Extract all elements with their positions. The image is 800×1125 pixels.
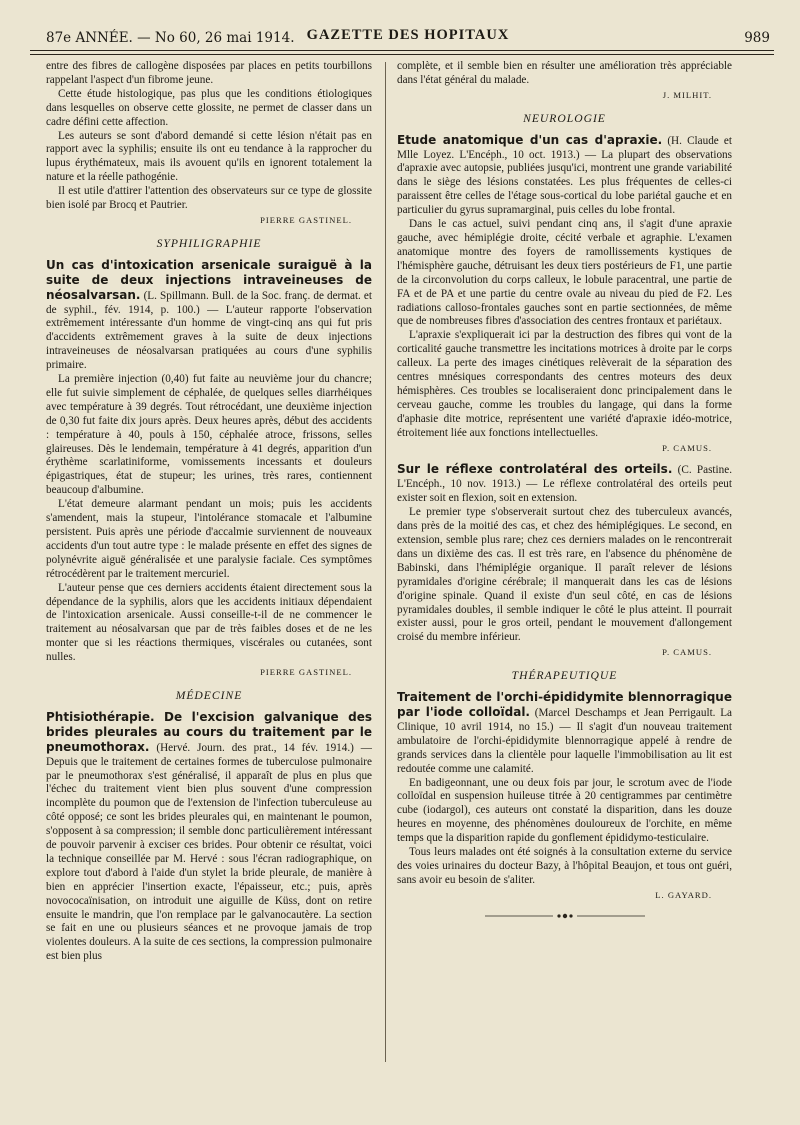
page-header (46, 20, 770, 46)
article (397, 134, 732, 218)
paragraph: Dans le cas actuel, suivi pendant cinq ans, il s'agit d'une apraxie gauche, avec hémiplégie droite, cécité verbale et agraphie. L'examen anatomique montre des foyers de ramollissements kystiques de l'hémisphère gauche, détruisant les deux tiers postérieurs de F1, une partie de la circonvolution du corps calleux, le lobule paracentral, une partie de FA et de PA et une partie du centre ovale au niveau du pied de F2. Les radiations calloso-frontales gauches sont en partie sectionnées, de même que de nombreuses fibres d'association des centres frontaux et pariétaux. (397, 218, 732, 328)
paragraph: En badigeonnant, une ou deux fois par jour, le scrotum avec de l'iode colloïdal en suspension huileuse titrée à 20 centigrammes par centimètre cube (iodargol), ces auteurs ont constaté la disparition, dans les douze heures en moyenne, des phénomènes douloureux de l'orchite, en même temps que la disparition rapide du gonflement épididymo-testiculaire. (397, 776, 732, 845)
paragraph: L'apraxie s'expliquerait ici par la destruction des fibres qui vont de la corticalité gauche transmettre les incitations motrices à droite par le corps calleux. La perte des images cinétiques relèverait de la séparation des centres mnésiques correspondants des centres moteurs des deux hémisphères. Ces troubles se localiseraient donc principalement dans le cerveau gauche, comme les troubles du langage, qui dans la forme d'aphasie dite motrice, représentent une variété d'apraxie idéo-motrice, étroitement liée aux fonctions intellectuelles. (397, 329, 732, 439)
article-reference: (Marcel Deschamps et Jean Perrigault. La Clinique, 10 avril 1914, no 15.) — Il s'agit d'un nouveau traitement ambulatoire de l'orchi-épididymite blennorragique appelé à rendre de grands services dans la clientèle pour laquelle l'immobilisation au lit est redoutée comme une calamité. (397, 706, 732, 775)
header-issue: 87e ANNÉE. — No 60, 26 mai 1914. (46, 30, 295, 46)
ornament-rule-icon (485, 912, 645, 920)
right-column (397, 60, 732, 925)
paragraph: L'état demeure alarmant pendant un mois; puis les accidents s'amendent, mais la stupeur, l'intolérance stomacale et l'albumine persistent. Puis après une période d'accalmie surviennent de nouveaux accidents d'un tout autre type : le malade présente en effet des signes de polynévrite aiguë généralisée et une paralysie faciale. Ces symptômes rétrocédèrent par le traitement mercuriel. (46, 498, 372, 580)
column-divider (385, 62, 386, 1062)
section-heading: SYPHILIGRAPHIE (156, 236, 262, 250)
paragraph: complète, et il semble bien en résulter une amélioration très appréciable dans l'état général du malade. (397, 60, 732, 86)
author-signature: PIERRE GASTINEL. (260, 214, 352, 225)
paragraph: Il est utile d'attirer l'attention des observateurs sur ce type de glossite bien isolé par Brocq et Pautrier. (46, 185, 372, 212)
paragraph: entre des fibres de callogène disposées par places en petits tourbillons rappelant l'aspect d'un fibrome jeune. (46, 60, 372, 86)
header-rule-thin (30, 54, 774, 55)
article (46, 711, 372, 964)
article (397, 691, 732, 776)
article-reference: (L. Spillmann. Bull. de la Soc. franç. de dermat. et de syphil., fév. 1914, p. 100.) — L'auteur rapporte l'observation extrêmement intéressante d'un homme de vingt-cinq ans qui fut pris d'accidents extrêmement graves à la suite de deux injections intraveineuses de néosalvarsan pratiquées au cours d'une syphilis primaire. (46, 289, 372, 372)
article (46, 259, 372, 373)
end-ornament (397, 911, 732, 925)
author-signature: P. CAMUS. (662, 442, 712, 453)
author-signature: L. GAYARD. (655, 889, 712, 900)
header-rule (30, 50, 774, 51)
article-reference: (Hervé. Journ. des prat., 14 fév. 1914.) — Depuis que le traitement de certaines formes de tuberculose pulmonaire par le pneumothorax s'est généralisé, il apparaît de plus en plus que l'échec du traitement vient bien plus souvent d'une compression incomplète du poumon que de l'extension de l'infection tuberculeuse au côté opposé; ce sont les brides pleurales qui, en maintenant le poumon, s'opposent à sa compression; il semble donc particulièrement intéressant de pouvoir parvenir à exciser ces brides. Pour obtenir ce résultat, voici la technique conseillée par M. Hervé : sous l'écran radiographique, on explore tout d'abord à l'aide d'un stylet la bride pleurale, de manière à bien en apprécier l'insertion exacte, l'épaisseur, etc.; puis, après novococaïnisation, on introduit une aiguille de Küss, dont on retire ensuite le mandrin, que l'on remplace par le galvanocautère. La section se fait en une ou plusieurs séances et ne provoque jamais de trop violentes douleurs. A la suite de ces sections, la compression pulmonaire est bien plus (46, 741, 372, 963)
author-signature: J. MILHIT. (662, 89, 712, 100)
section-heading: THÉRAPEUTIQUE (511, 669, 618, 683)
paragraph: Les auteurs se sont d'abord demandé si cette lésion n'était pas en rapport avec la syphilis; ensuite ils ont eu tendance à la rapprocher du lupus érythémateux, mais ils avouent qu'ils en ignorent totalement la nature et la réelle pathogénie. (46, 129, 372, 184)
paragraph: Tous leurs malades ont été soignés à la consultation externe du service des voies urinaires du docteur Bazy, à l'hôpital Beaujon, et tous ont guéri, sans avoir eu besoin de s'aliter. (397, 846, 732, 886)
left-column (46, 60, 372, 964)
article-title: Sur le réflexe controlatéral des orteils. (397, 462, 673, 477)
paragraph: L'auteur pense que ces derniers accidents étaient directement sous la dépendance de la syphilis, alors que les accidents initiaux dépendaient de l'intoxication arsenicale. Aussi conseille-t-il de ne commencer le traitement au néosalvarsan que par de très faibles doses et de ne les monter que si les réactions thermiques, viscérales ou cutanées, sont nulles. (46, 581, 372, 664)
header-title: GAZETTE DES HOPITAUX (306, 27, 510, 43)
article (397, 463, 732, 506)
article-title: Etude anatomique d'un cas d'apraxie. (397, 132, 663, 147)
article-reference: (C. Pastine. L'Encéph., 10 nov. 1913.) — Le réflexe controlatéral des orteils peut exister soit en flexion, soit en extension. (397, 464, 732, 505)
author-signature: P. CAMUS. (662, 647, 712, 658)
section-heading: MÉDECINE (175, 688, 243, 702)
article-title: Phtisiothérapie. De l'excision galvanique des brides pleurales au cours du traitement par le pneumothorax. (46, 709, 372, 754)
article-reference: (H. Claude et Mlle Loyez. L'Encéph., 10 oct. 1913.) — La plupart des observations d'apraxie avec autopsie, publiées jusqu'ici, montrent une grande variabilité dans le siège des lésions constatées. Les plus fréquentes de celles-ci paraissent être celles de l'étage sous-cortical du lobe pariétal gauche et en particulier du gyrus supramarginal, puis celles du lobe frontal. (397, 134, 732, 217)
section-heading: NEUROLOGIE (523, 111, 606, 125)
article-title: Un cas d'intoxication arsenicale suraiguë à la suite de deux injections intraveineuses de néosalvarsan. (46, 257, 372, 302)
article-title: Traitement de l'orchi-épididymite blennorragique par l'iode colloïdal. (397, 690, 732, 719)
author-signature: PIERRE GASTINEL. (260, 667, 352, 678)
header-page-number: 989 (744, 30, 770, 46)
paragraph: Cette étude histologique, pas plus que les conditions étiologiques dans lesquelles on observe cette glossite, ne permet de classer dans un cadre défini cette affection. (46, 87, 372, 128)
paragraph: Le premier type s'observerait surtout chez des tuberculeux avancés, dans près de la moitié des cas, et chez des hémiplégiques. Le second, en extension, semble plus rare; chez ces derniers malades on le rencontrerait dans un dixième des cas. Il est très rare, en l'absence du phénomène de Babinski, dans l'hémiplégie organique. Il paraît relever de lésions pyramidales d'origine cérébrale; il manquerait dans les cas de lésions d'origine spinale. Quand il existe d'un seul côté, en cas de lésions pyramidales doubles, il semble indiquer le côté le plus atteint. Il pourrait exister aussi, pour le gros orteil, pendant le mouvement d'allongement croisé du membre inférieur. (397, 506, 732, 644)
paragraph: La première injection (0,40) fut faite au neuvième jour du chancre; elle fut suivie simplement de céphalée, de quelques selles diarrhéiques avec température à 39 degrés. Tout rétrocédant, une deuxième injection de 0,30 fut faite dix jours après. Deux heures après, début des accidents : température à 40, pouls à 150, céphalée atroce, frissons, selles glaireuses. Dès le lendemain, température à 41 degrés, apparition d'un érythème scarlatiniforme, vomissements incessants et douleurs épigastriques, état de stupeur; les urines, très rares, contiennent beaucoup d'albumine. (46, 373, 372, 497)
